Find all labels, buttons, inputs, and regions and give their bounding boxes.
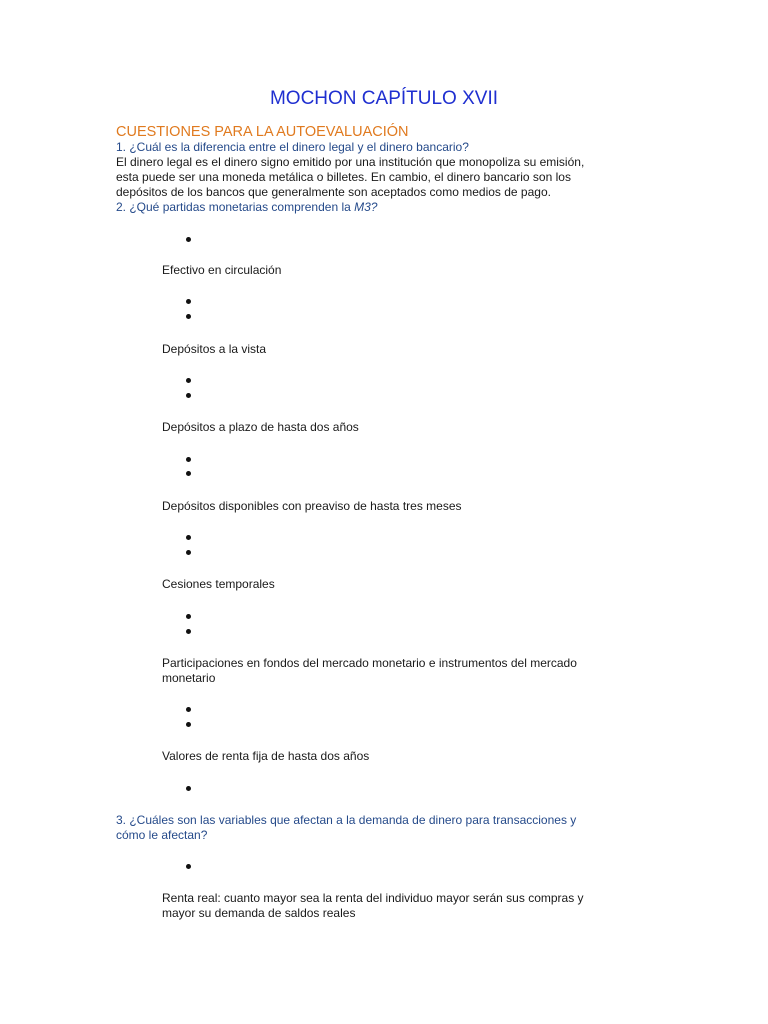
bullet-icon [186, 614, 191, 619]
list-item-m3-3: Depósitos a plazo de hasta dos años [162, 420, 359, 434]
question-2-em: M3? [354, 200, 378, 214]
bullet-icon [186, 786, 191, 791]
list-item-m3-6-cont: monetario [162, 671, 216, 685]
bullet-icon [186, 393, 191, 398]
bullet-icon [186, 378, 191, 383]
list-item-demand-1: Renta real: cuanto mayor sea la renta del individuo mayor serán sus compras y [162, 891, 584, 905]
bullet-icon [186, 471, 191, 476]
bullet-icon [186, 299, 191, 304]
list-item-m3-1: Efectivo en circulación [162, 263, 282, 277]
question-1: 1. ¿Cuál es la diferencia entre el dinero legal y el dinero bancario? [116, 140, 469, 154]
list-item-m3-6: Participaciones en fondos del mercado monetario e instrumentos del mercado [162, 656, 577, 670]
bullet-icon [186, 457, 191, 462]
answer-1-line-2: esta puede ser una moneda metálica o billetes. En cambio, el dinero bancario son los [116, 170, 571, 184]
page-title: MOCHON CAPÍTULO XVII [269, 88, 499, 109]
question-2-text: 2. ¿Qué partidas monetarias comprenden la [116, 200, 355, 214]
bullet-icon [186, 707, 191, 712]
question-2 [116, 200, 377, 215]
bullet-icon [186, 722, 191, 727]
section-heading: CUESTIONES PARA LA AUTOEVALUACIÓN [116, 124, 409, 140]
bullet-icon [186, 864, 191, 869]
list-item-m3-4: Depósitos disponibles con preaviso de hasta tres meses [162, 499, 462, 513]
list-item-m3-5: Cesiones temporales [162, 577, 275, 591]
list-item-m3-7: Valores de renta fija de hasta dos años [162, 749, 370, 763]
bullet-icon [186, 535, 191, 540]
bullet-icon [186, 314, 191, 319]
list-item-m3-2: Depósitos a la vista [162, 342, 267, 356]
bullet-icon [186, 629, 191, 634]
list-item-demand-1-cont: mayor su demanda de saldos reales [162, 906, 356, 920]
question-3-line-1: 3. ¿Cuáles son las variables que afectan a la demanda de dinero para transacciones y [116, 813, 577, 827]
answer-1-line-3: depósitos de los bancos que generalmente son aceptados como medios de pago. [116, 185, 551, 199]
answer-1-line-1: El dinero legal es el dinero signo emitido por una institución que monopoliza su emisión, [116, 155, 585, 169]
bullet-icon [186, 550, 191, 555]
question-3-line-2: cómo le afectan? [116, 828, 208, 842]
bullet-icon [186, 237, 191, 242]
